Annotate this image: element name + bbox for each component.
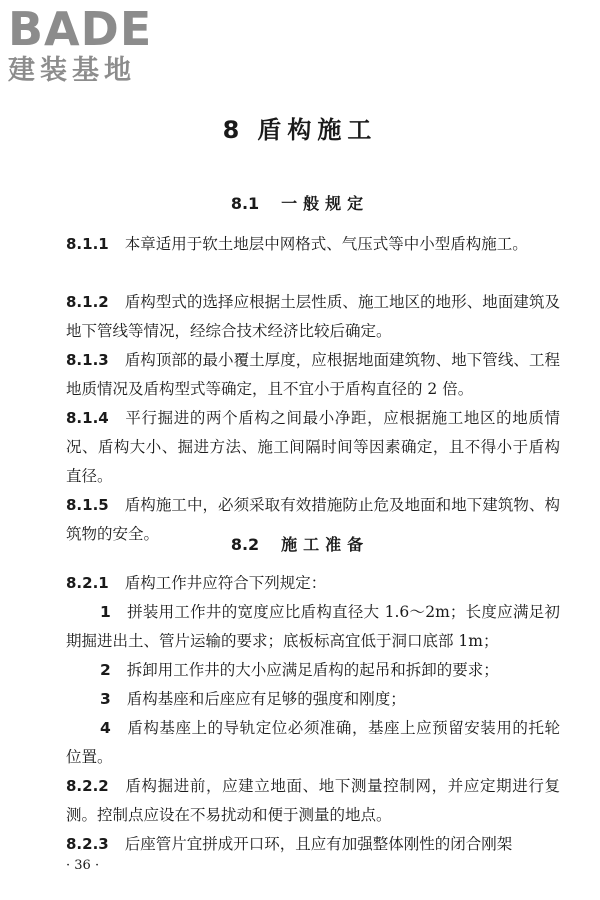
list-item-number: 1 (100, 603, 111, 621)
clause (66, 288, 560, 346)
section-number: 8.1 (230, 194, 260, 213)
clause-text: 盾构掘进前，应建立地面、地下测量控制网，并应定期进行复测。控制点应设在不易扰动和便于测量的地点。 (66, 777, 560, 824)
clause (66, 230, 560, 259)
page-number: · 36 · (66, 858, 100, 873)
list-item-number: 4 (100, 719, 111, 737)
chapter-heading (0, 110, 600, 145)
list-item-text: 盾构基座和后座应有足够的强度和刚度； (126, 690, 406, 708)
list-item (66, 598, 560, 656)
clause-text: 本章适用于软土地层中网格式、气压式等中小型盾构施工。 (124, 235, 528, 253)
clause-number: 8.1.3 (66, 351, 109, 369)
clause-text: 盾构工作井应符合下列规定： (124, 574, 327, 592)
section-number: 8.2 (230, 535, 260, 554)
section-heading (0, 532, 600, 555)
clause-number: 8.2.1 (66, 574, 109, 592)
list-item-text: 盾构基座上的导轨定位必须准确，基座上应预留安装用的托轮位置。 (66, 719, 560, 766)
clause-number: 8.2.2 (66, 777, 109, 795)
clause-text: 盾构顶部的最小覆土厚度，应根据地面建筑物、地下管线、工程地质情况及盾构型式等确定，且不宜小于盾构直径的 2 倍。 (66, 351, 560, 398)
list-item (66, 656, 560, 685)
list-item-number: 2 (100, 661, 111, 679)
clause-text: 后座管片宜拼成开口环，且应有加强整体刚性的闭合刚架 (124, 835, 513, 853)
section-title: 施工准备 (281, 535, 370, 554)
section-title: 一般规定 (281, 194, 370, 213)
clause-text: 盾构型式的选择应根据土层性质、施工地区的地形、地面建筑及地下管线等情况，经综合技术经济比较后确定。 (66, 293, 560, 340)
list-item-number: 3 (100, 690, 111, 708)
clause-number: 8.1.5 (66, 496, 109, 514)
clause-text: 盾构施工中，必须采取有效措施防止危及地面和地下建筑物、构筑物的安全。 (66, 496, 560, 543)
clause (66, 569, 560, 598)
clause-number: 8.1.1 (66, 235, 109, 253)
logo-subtitle: 建装基地 (8, 55, 136, 86)
clause (66, 404, 560, 491)
clause-number: 8.2.3 (66, 835, 109, 853)
list-item-text: 拆卸用工作井的大小应满足盾构的起吊和拆卸的要求； (126, 661, 499, 679)
chapter-title: 盾构施工 (257, 116, 378, 144)
section-heading (0, 191, 600, 214)
logo-mark: BADE (8, 2, 153, 56)
clause (66, 830, 560, 859)
clause-number: 8.1.4 (66, 409, 109, 427)
list-item-text: 拼装用工作井的宽度应比盾构直径大 1.6～2m；长度应满足初期掘进出土、管片运输的要求；底板标高宜低于洞口底部 1m； (66, 603, 560, 650)
clause (66, 346, 560, 404)
clause-text: 平行掘进的两个盾构之间最小净距，应根据施工地区的地质情况、盾构大小、掘进方法、施工间隔时间等因素确定，且不得小于盾构直径。 (66, 409, 560, 485)
chapter-number: 8 (222, 116, 240, 144)
list-item (66, 685, 560, 714)
clause (66, 772, 560, 830)
logo (8, 4, 178, 88)
list-item (66, 714, 560, 772)
clause-number: 8.1.2 (66, 293, 109, 311)
